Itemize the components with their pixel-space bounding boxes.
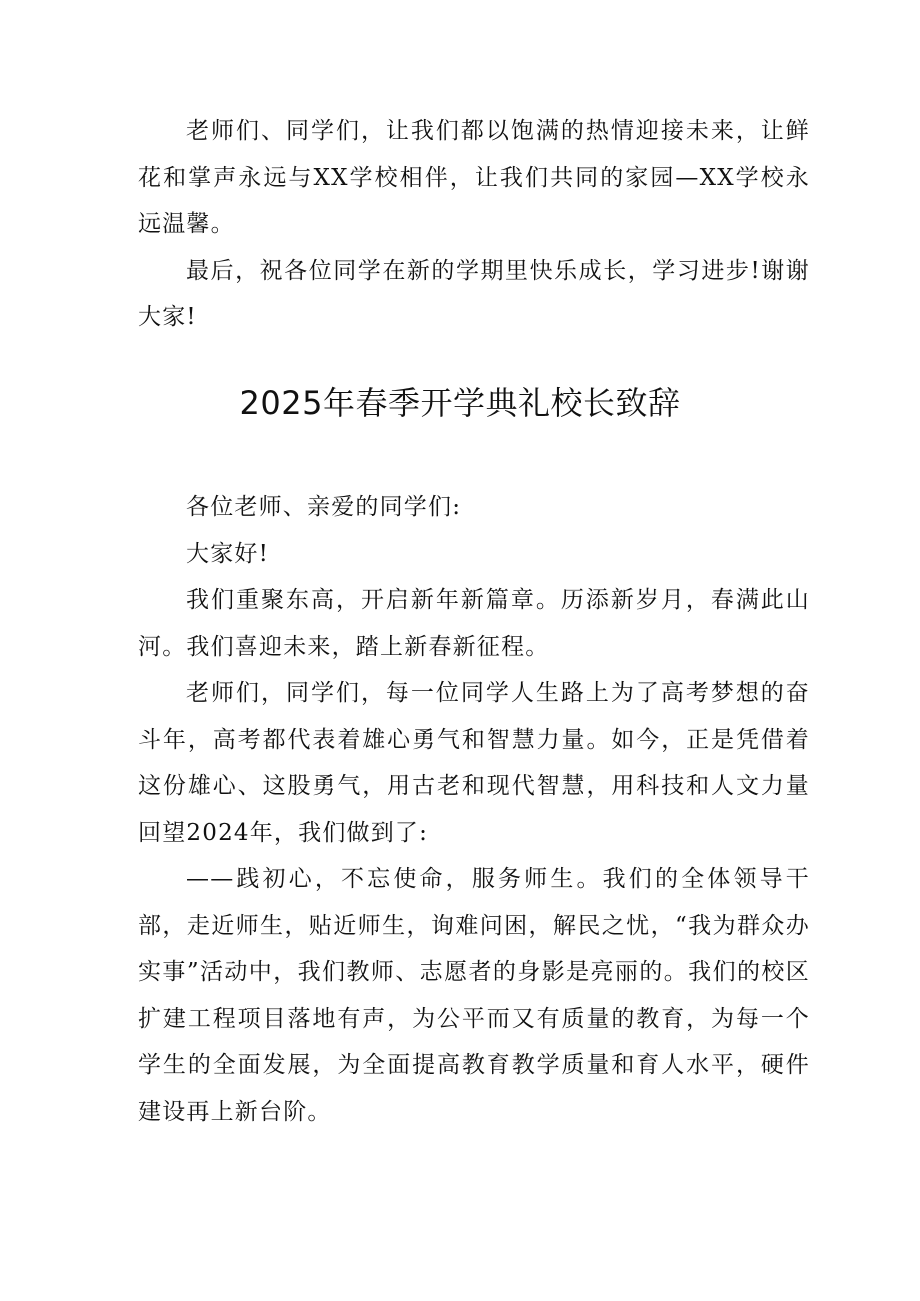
body-paragraph: ——践初心，不忘使命，服务师生。我们的全体领导干部，走近师生，贴近师生，询难问困，解民之忧，“我为群众办实事”活动中，我们教师、志愿者的身影是亮丽的。我们的校区扩建工程项目落地有声，为公平而又有质量的教育，为每一个学生的全面发展，为全面提高教育教学质量和育人水平，硬件建设再上新台阶。	[138, 866, 810, 1125]
body-paragraph: 我们重聚东高，开启新年新篇章。历添新岁月，春满此山河。我们喜迎未来，踏上新春新征程。	[138, 587, 810, 660]
body-paragraph: 老师们，同学们，每一位同学人生路上为了高考梦想的奋斗年，高考都代表着雄心勇气和智慧力量。如今，正是凭借着这份雄心、这股勇气，用古老和现代智慧，用科技和人文力量回望2024年，我们做到了:	[138, 680, 810, 846]
greeting: 大家好!	[186, 540, 270, 567]
page-title: 2025年春季开学典礼校长致辞	[239, 384, 681, 422]
salutation: 各位老师、亲爱的同学们:	[186, 494, 462, 520]
closing-paragraph: 老师们、同学们，让我们都以饱满的热情迎接未来，让鲜花和掌声永远与XX学校相伴，让我们共同的家园—XX学校永远温馨。	[138, 118, 810, 237]
speech-body	[138, 484, 810, 1135]
closing-section	[138, 108, 810, 341]
closing-paragraph: 最后，祝各位同学在新的学期里快乐成长，学习进步!谢谢大家!	[138, 257, 810, 330]
